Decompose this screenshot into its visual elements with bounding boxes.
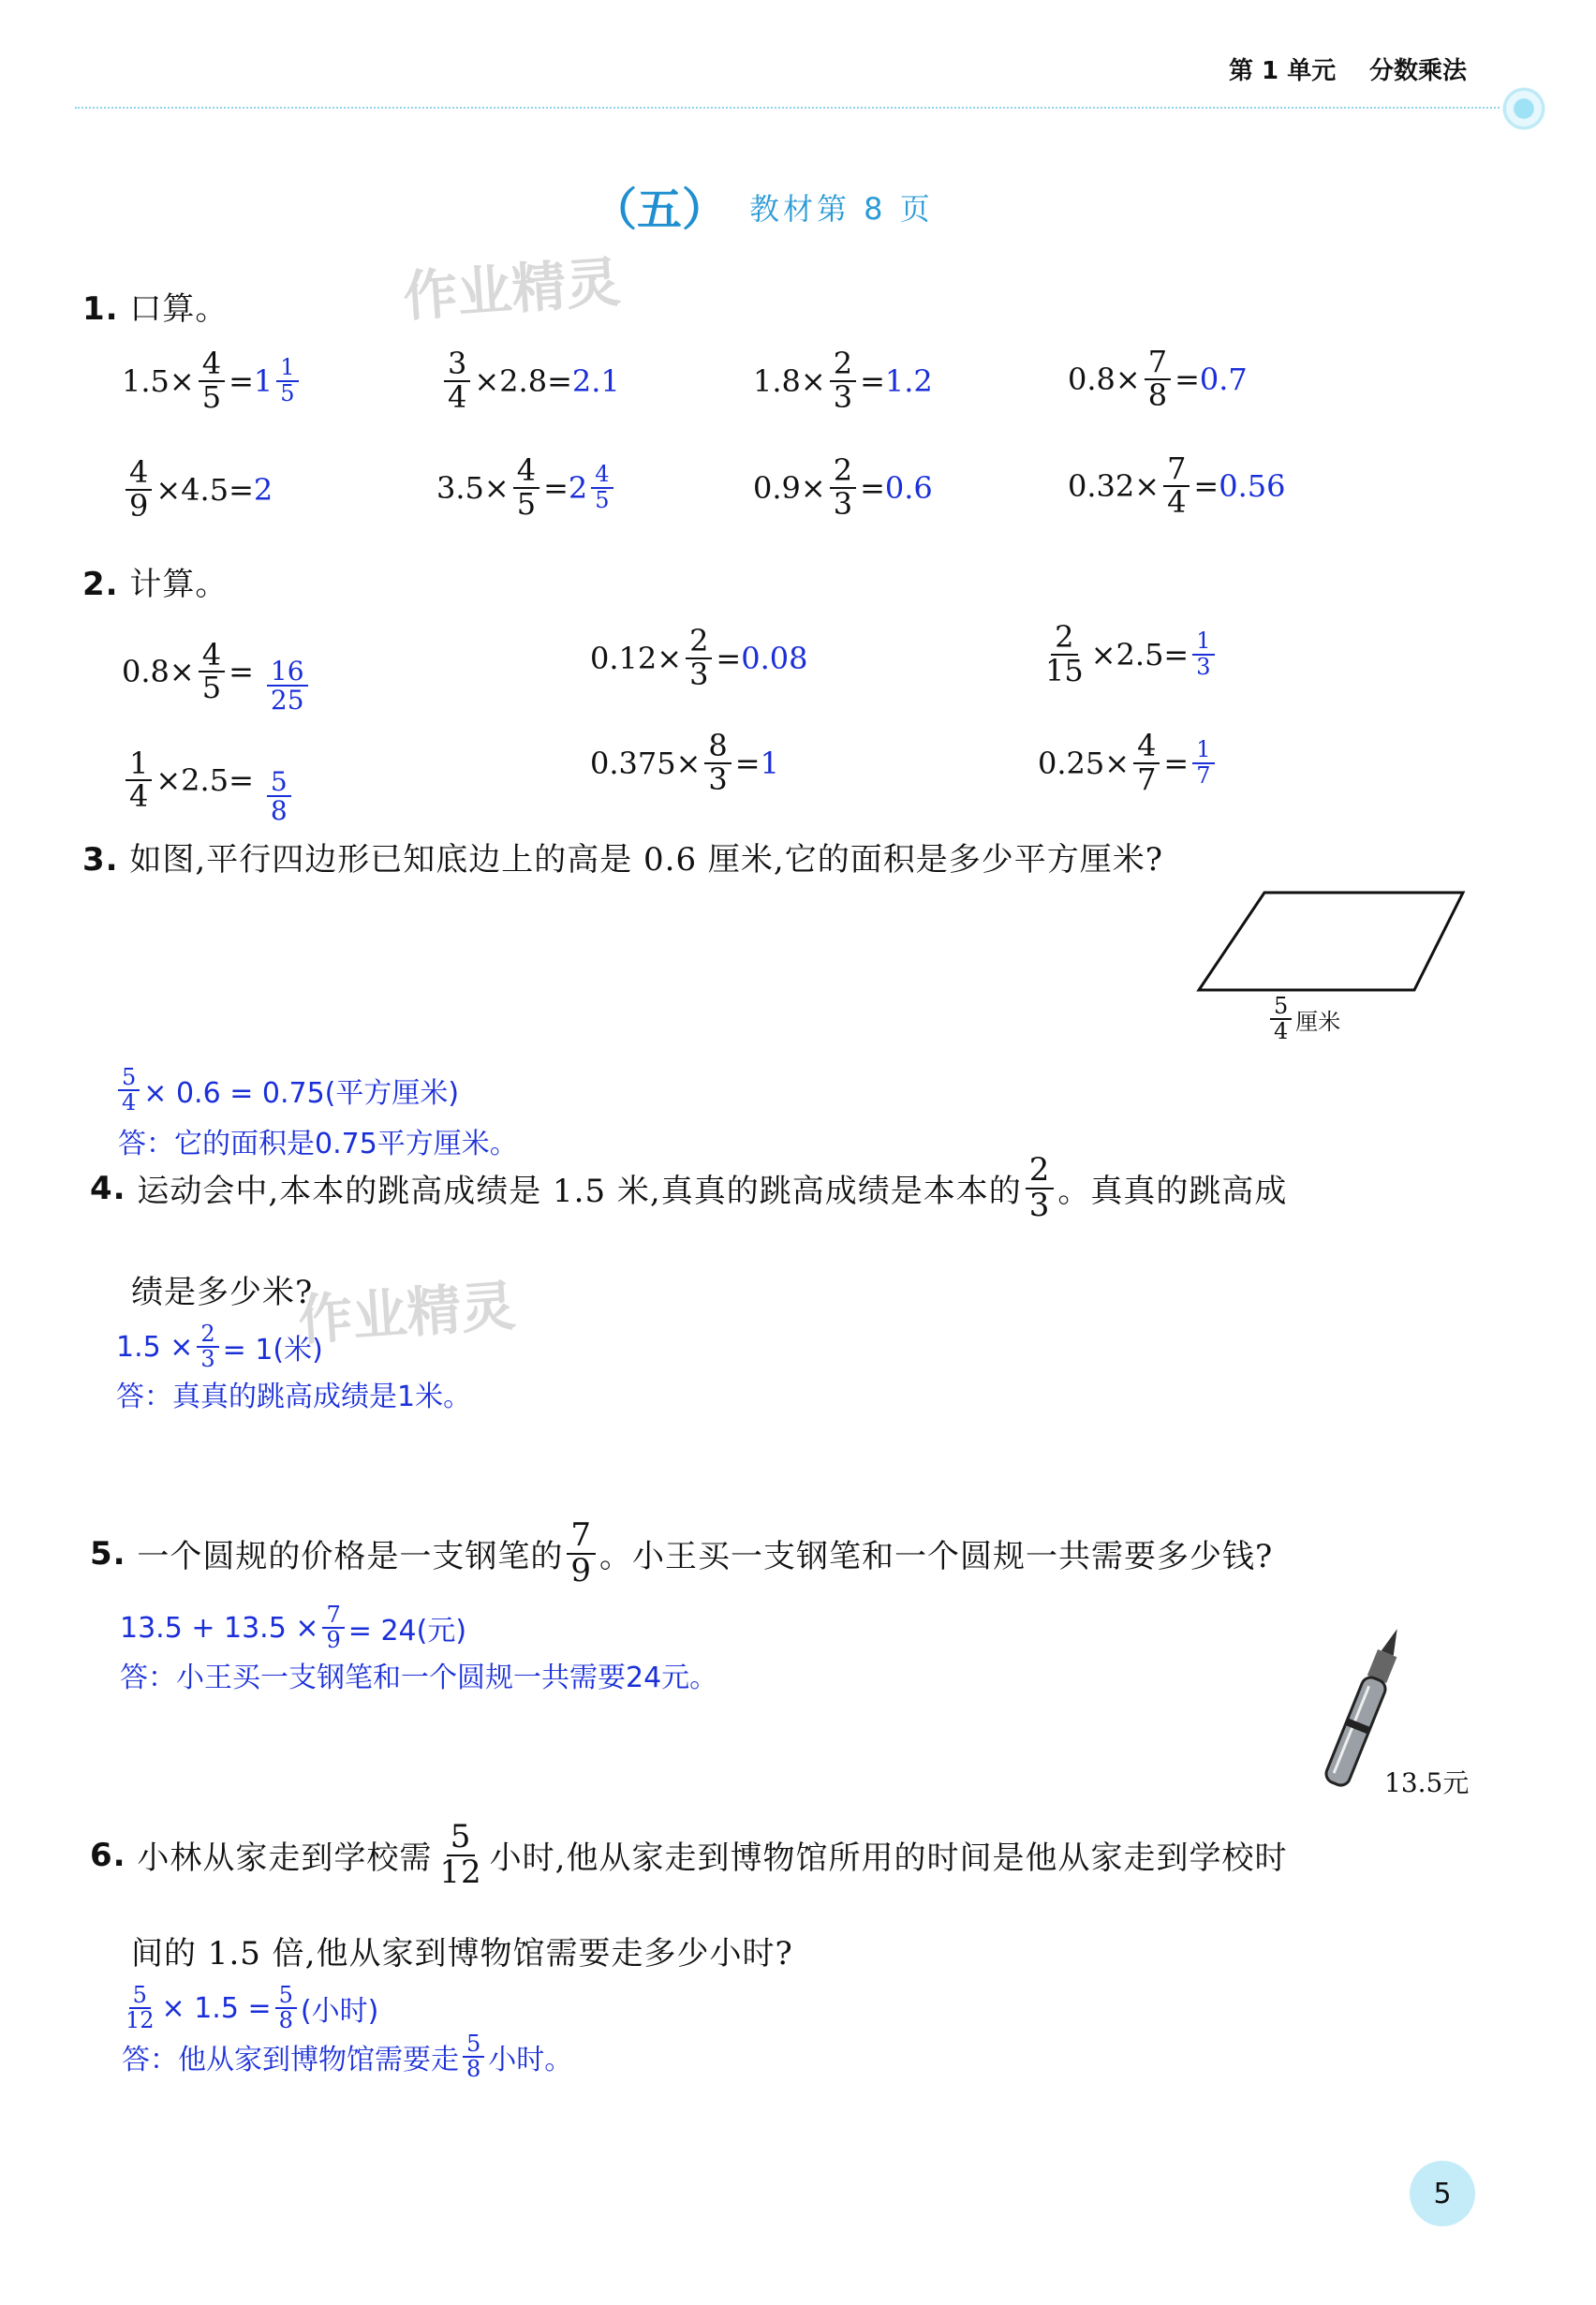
q6-answer-calculation: $\frac{5}{12}$ × 1.5 = $\frac{5}{8}$ (小时) bbox=[126, 1982, 379, 2034]
header-divider bbox=[75, 107, 1517, 109]
q1-answer-5: 2 bbox=[253, 471, 273, 508]
q5-answer-calculation: 13.5 + 13.5 × $\frac{7}{9}$ = 24(元) bbox=[120, 1602, 467, 1654]
q1-answer-1-fraction: $\frac{1}{5}$ bbox=[276, 356, 298, 405]
q2-answer-4: $\frac{5}{8}$ bbox=[267, 768, 291, 825]
question-6-text-continued: 间的 1.5 倍,他从家到博物馆需要走多少小时? bbox=[131, 1935, 793, 1973]
section-subtitle: 教材第 8 页 bbox=[749, 191, 934, 227]
unit-label: 第 1 单元 bbox=[1229, 57, 1337, 85]
q1-answer-4: 0.7 bbox=[1199, 361, 1248, 397]
q2-item-4: $\frac{1}{4}$ ×2.5= $\frac{5}{8}$ bbox=[122, 736, 295, 825]
q2-item-2: 0.12× $\frac{2}{3}$ = 0.08 bbox=[590, 623, 808, 692]
q1-answer-6: 2 bbox=[568, 469, 588, 506]
q3-answer-statement: 答：它的面积是0.75平方厘米。 bbox=[118, 1128, 518, 1160]
q2-item-3: $\frac{2}{15}$ ×2.5= $\frac{1}{3}$ bbox=[1038, 622, 1219, 687]
q1-item-6: 3.5× $\frac{4}{5}$ = 2 $\frac{4}{5}$ bbox=[436, 455, 617, 520]
question-5-text: 5. 一个圆规的价格是一支钢笔的 $\frac{7}{9}$ 。小王买一支钢笔和一个圆规一共需要多少钱? bbox=[90, 1516, 1274, 1589]
parallelogram-base-label: $\frac{5}{4}$ 厘米 bbox=[1266, 995, 1340, 1043]
q2-answer-5: 1 bbox=[760, 745, 779, 781]
q2-item-1: 0.8× $\frac{4}{5}$ = $\frac{16}{25}$ bbox=[122, 629, 312, 715]
watermark: 作业精灵 bbox=[401, 249, 623, 329]
q6-answer-statement: 答：他从家到博物馆需要走 $\frac{5}{8}$ 小时。 bbox=[122, 2031, 573, 2083]
q1-item-1: 1.5× $\frac{4}{5}$ = 1 $\frac{1}{5}$ bbox=[122, 348, 303, 413]
q2-answer-6: $\frac{1}{7}$ bbox=[1192, 738, 1214, 787]
q1-answer-3: 1.2 bbox=[884, 362, 933, 399]
question-1-heading: 1. 口算。 bbox=[82, 290, 229, 328]
question-2-heading: 2. 计算。 bbox=[82, 566, 229, 603]
question-4-text: 4. 运动会中,本本的跳高成绩是 1.5 米,真真的跳高成绩是本本的 $\frac{2}{3}$ 。真真的跳高成 bbox=[90, 1151, 1288, 1224]
question-6-text: 6. 小林从家走到学校需 $\frac{5}{12}$ 小时,他从家走到博物馆所用的时间是他从家走到学校时 bbox=[90, 1818, 1288, 1891]
q2-item-6: 0.25× $\frac{4}{7}$ = $\frac{1}{7}$ bbox=[1038, 731, 1219, 795]
q1-answer-1: 1 bbox=[253, 362, 273, 399]
watermark: 作业精灵 bbox=[296, 1273, 518, 1352]
q4-answer-calculation: 1.5 × $\frac{2}{3}$ = 1(米) bbox=[116, 1321, 323, 1373]
section-title: （五） bbox=[592, 184, 728, 236]
q1-item-4: 0.8× $\frac{7}{8}$ = 0.7 bbox=[1068, 344, 1248, 413]
q4-answer-statement: 答：真真的跳高成绩是1米。 bbox=[116, 1381, 472, 1413]
q5-answer-statement: 答：小王买一支钢笔和一个圆规一共需要24元。 bbox=[120, 1662, 718, 1694]
q2-answer-3: $\frac{1}{3}$ bbox=[1192, 629, 1214, 678]
question-3-text: 3. 如图,平行四边形已知底边上的高是 0.6 厘米,它的面积是多少平方厘米? bbox=[82, 841, 1163, 879]
q1-item-8: 0.32× $\frac{7}{4}$ = 0.56 bbox=[1068, 451, 1286, 520]
q3-answer-calculation: $\frac{5}{4}$ × 0.6 = 0.75(平方厘米) bbox=[118, 1066, 459, 1115]
q2-item-5: 0.375× $\frac{8}{3}$ = 1 bbox=[590, 728, 779, 797]
q1-item-2: $\frac{3}{4}$ ×2.8= 2.1 bbox=[440, 348, 620, 413]
parallelogram-figure bbox=[1190, 885, 1470, 997]
q1-answer-8: 0.56 bbox=[1219, 467, 1286, 504]
q1-item-3: 1.8× $\frac{2}{3}$ = 1.2 bbox=[753, 346, 933, 415]
pen-price-label: 13.5元 bbox=[1384, 1767, 1470, 1798]
question-4-text-continued: 绩是多少米? bbox=[131, 1274, 314, 1311]
q2-answer-1: $\frac{16}{25}$ bbox=[267, 658, 308, 715]
q1-item-5: $\frac{4}{9}$ ×4.5= 2 bbox=[122, 457, 273, 522]
page-number: 5 bbox=[1410, 2161, 1475, 2226]
q1-answer-7: 0.6 bbox=[884, 469, 933, 506]
topic-label: 分数乘法 bbox=[1369, 57, 1468, 85]
q1-item-7: 0.9× $\frac{2}{3}$ = 0.6 bbox=[753, 452, 933, 522]
header-circle-decoration bbox=[1501, 86, 1546, 131]
q2-answer-2: 0.08 bbox=[741, 640, 808, 676]
q1-answer-2: 2.1 bbox=[571, 362, 620, 399]
